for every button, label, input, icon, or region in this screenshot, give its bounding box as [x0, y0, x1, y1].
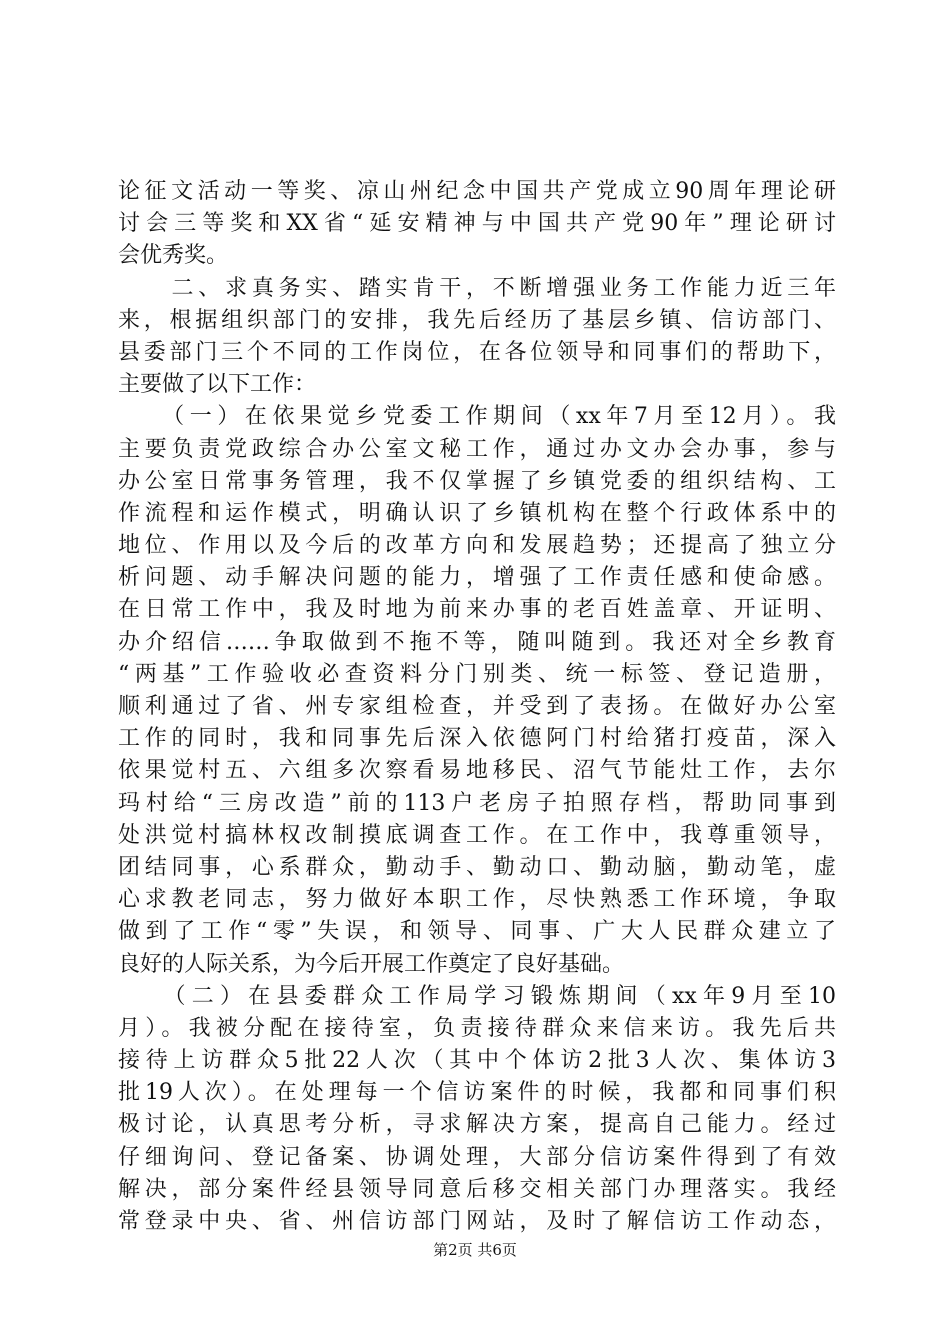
text-line: 主要负责党政综合办公室文秘工作，通过办文办会办事，参与	[118, 436, 836, 462]
text-line: 办公室日常事务管理，我不仅掌握了乡镇党委的组织结构、工	[118, 468, 836, 494]
text-line: 来，根据组织部门的安排，我先后经历了基层乡镇、信访部门、	[118, 307, 836, 333]
text-line: 地位、作用以及今后的改革方向和发展趋势；还提高了独立分	[118, 533, 836, 559]
text-line: 依果觉村五、六组多次察看易地移民、沼气节能灶工作，去尔	[118, 758, 836, 784]
text-line: 处洪觉村搞林权改制摸底调查工作。在工作中，我尊重领导，	[118, 822, 836, 848]
text-line: 做到了工作“零”失误，和领导、同事、广大人民群众建立了	[118, 919, 836, 945]
text-line: 析问题、动手解决问题的能力，增强了工作责任感和使命感。	[118, 565, 836, 591]
text-line: 会优秀奖。	[118, 243, 229, 269]
text-line: 接待上访群众5批22人次（其中个体访2批3人次、集体访3	[118, 1048, 836, 1074]
text-line: 作流程和运作模式，明确认识了乡镇机构在整个行政体系中的	[118, 500, 836, 526]
text-line: 极讨论，认真思考分析，寻求解决方案，提高自己能力。经过	[118, 1112, 836, 1138]
document-body	[118, 176, 836, 1238]
text-line: （一）在依果觉乡党委工作期间（xx年7月至12月）。我	[118, 404, 836, 430]
text-line: 解决，部分案件经县领导同意后移交相关部门办理落实。我经	[118, 1176, 836, 1202]
text-line: 工作的同时，我和同事先后深入依德阿门村给猪打疫苗，深入	[118, 726, 836, 752]
text-line: 论征文活动一等奖、凉山州纪念中国共产党成立90周年理论研	[118, 179, 836, 204]
text-line: 二、求真务实、踏实肯干，不断增强业务工作能力近三年	[118, 275, 836, 301]
text-line: 批19人次）。在处理每一个信访案件的时候，我都和同事们积	[118, 1080, 836, 1106]
page-footer: 第2页 共6页	[433, 1241, 517, 1259]
text-line: 良好的人际关系，为今后开展工作奠定了良好基础。	[118, 951, 625, 977]
text-line: 团结同事，心系群众，勤动手、勤动口、勤动脑，勤动笔，虚	[118, 854, 836, 880]
text-line: 讨会三等奖和XX省“延安精神与中国共产党90年”理论研讨	[118, 211, 836, 237]
text-line: （二）在县委群众工作局学习锻炼期间（xx年9月至10	[118, 983, 836, 1009]
text-line: 常登录中央、省、州信访部门网站，及时了解信访工作动态，	[118, 1209, 836, 1234]
text-line: 玛村给“三房改造”前的113户老房子拍照存档，帮助同事到	[118, 790, 836, 816]
text-line: “两基”工作验收必查资料分门别类、统一标签、登记造册，	[118, 661, 836, 687]
text-line: 顺利通过了省、州专家组检查，并受到了表扬。在做好办公室	[118, 694, 836, 719]
text-line: 月）。我被分配在接待室，负责接待群众来信来访。我先后共	[118, 1015, 836, 1041]
text-line: 心求教老同志，努力做好本职工作，尽快熟悉工作环境，争取	[118, 887, 836, 913]
text-line: 在日常工作中，我及时地为前来办事的老百姓盖章、开证明、	[118, 597, 836, 623]
text-line: 办介绍信……争取做到不拖不等，随叫随到。我还对全乡教育	[118, 629, 836, 655]
text-line: 仔细询问、登记备案、协调处理，大部分信访案件得到了有效	[118, 1144, 836, 1170]
text-line: 县委部门三个不同的工作岗位，在各位领导和同事们的帮助下，	[118, 339, 836, 365]
text-line: 主要做了以下工作：	[118, 372, 317, 398]
